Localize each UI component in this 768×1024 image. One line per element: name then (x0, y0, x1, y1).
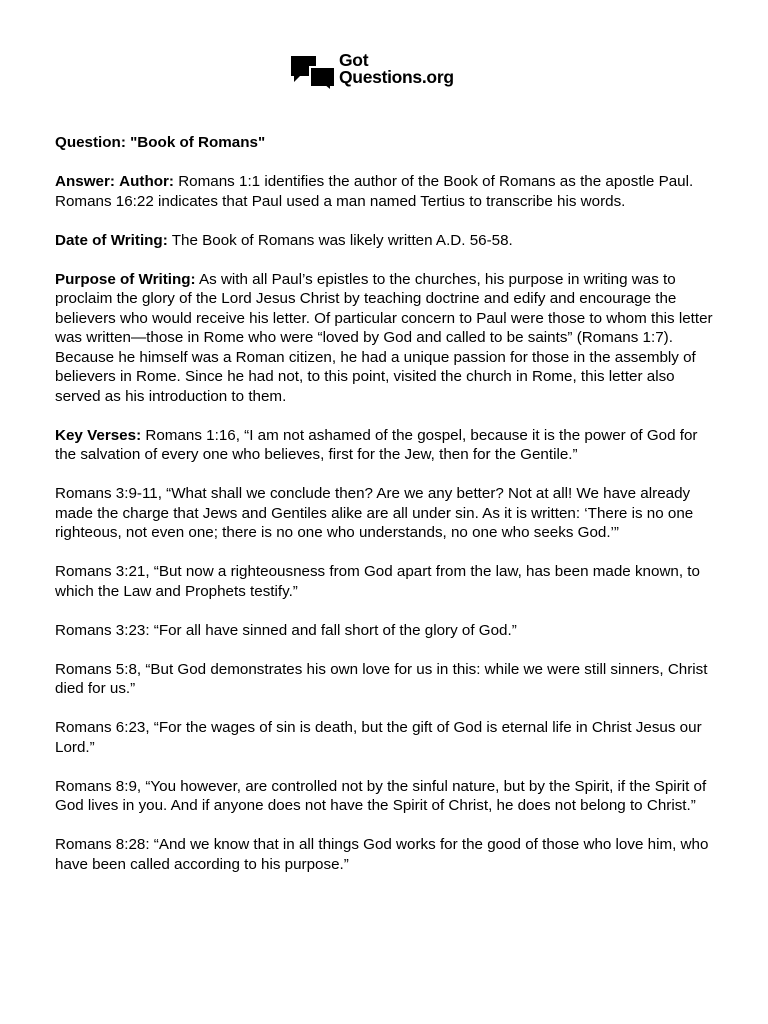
key-verses-label: Key Verses: (55, 426, 142, 444)
verse-paragraph: Romans 6:23, “For the wages of sin is death, but the gift of God is eternal life in Christ Jesus our Lord.” (55, 719, 702, 756)
author-paragraph (55, 172, 720, 211)
question-heading (55, 133, 720, 153)
key-verses-paragraph (55, 426, 720, 465)
question-label: Question: (55, 134, 126, 151)
date-paragraph (55, 231, 720, 251)
purpose-paragraph (55, 270, 720, 407)
logo-text (339, 52, 454, 86)
logo-line-1: Got (339, 50, 369, 70)
date-label: Date of Writing: (55, 231, 168, 249)
answer-label: Answer: (55, 173, 115, 190)
key-verse-text: Romans 1:16, “I am not ashamed of the gospel, because it is the power of God for the salvation of every one who believes, first for the Jew, then for the Gentile.” (55, 426, 698, 463)
verse-paragraph: Romans 3:9-11, “What shall we conclude then? Are we any better? Not at all! We have already made the charge that Jews and Gentiles alike are all under sin. As it is written: ‘There is no one righteous, not even one; there is no one who understands, no one who seeks God.’” (55, 485, 694, 541)
purpose-text: As with all Paul’s epistles to the churches, his purpose in writing was to proclaim the glory of the Lord Jesus Christ by teaching doctrine and edify and encourage the believers who would receive his letter. Of particular concern to Paul were those to whom this letter was written—those in Rome who were “loved by God and called to be saints” (Romans 1:7). Because he himself was a Roman citizen, he had a unique passion for those in the assembly of believers in Rome. Since he had not, to this point, visited the church in Rome, this letter also served as his introduction to them. (55, 270, 713, 405)
verse-paragraph: Romans 8:9, “You however, are controlled not by the sinful nature, but by the Spirit, if the Spirit of God lives in you. And if anyone does not have the Spirit of Christ, he does not belong to Christ.” (55, 777, 707, 814)
speech-bubbles-logo-icon (290, 55, 336, 91)
gotquestions-logo (290, 52, 454, 92)
verse-paragraph: Romans 5:8, “But God demonstrates his own love for us in this: while we were still sinners, Christ died for us.” (55, 660, 708, 697)
article-body (55, 133, 720, 894)
question-title: "Book of Romans" (130, 134, 266, 151)
author-label: Author: (119, 173, 174, 190)
logo-line-2: Questions.org (339, 67, 454, 87)
author-text: Romans 1:1 identifies the author of the Book of Romans as the apostle Paul. Romans 16:22 indicates that Paul used a man named Tertius to transcribe his words. (55, 173, 694, 210)
verse-paragraph: Romans 8:28: “And we know that in all things God works for the good of those who love him, who have been called according to his purpose.” (55, 836, 709, 873)
verse-paragraph: Romans 3:23: “For all have sinned and fall short of the glory of God.” (55, 621, 517, 639)
purpose-label: Purpose of Writing: (55, 270, 196, 288)
date-text: The Book of Romans was likely written A.D. 56-58. (171, 231, 513, 249)
verse-paragraph: Romans 3:21, “But now a righteousness from God apart from the law, has been made known, to which the Law and Prophets testify.” (55, 563, 700, 600)
